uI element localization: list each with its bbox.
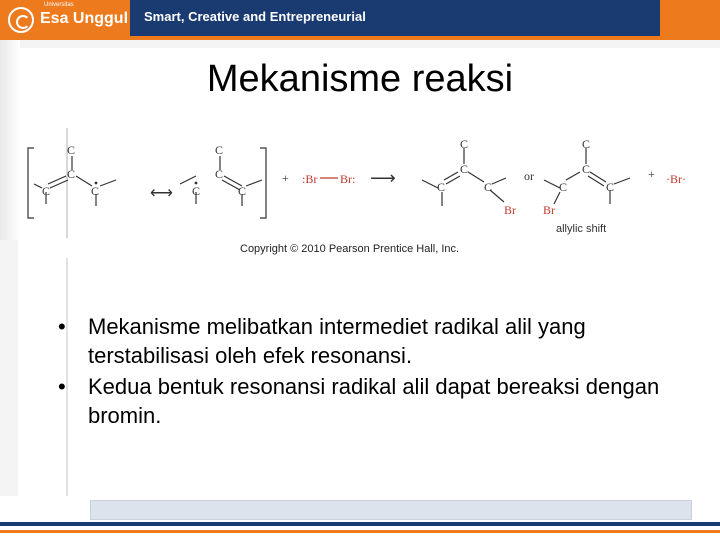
atom-label: C [215,143,224,157]
logo-text: Esa Unggul [40,10,129,27]
footer-band [90,500,692,520]
list-item [58,372,698,430]
header-tagline: Smart, Creative and Entrepreneurial [144,9,366,24]
atom-label: C [91,184,100,198]
allylic-shift-label: allylic shift [556,223,607,235]
bracket-left [28,148,34,218]
resonance-structure-2 [180,156,262,206]
atom-label: C [559,180,568,194]
atom-label: C [484,180,493,194]
resonance-arrow: ⟷ [150,185,173,202]
product-structure-1 [422,148,506,206]
bracket-right [260,148,266,218]
logo-small-text: Universitas [44,2,74,8]
radical-dot [195,182,198,185]
bromine-radical: ·Br· [666,172,686,186]
bromine-atom: Br [504,203,516,217]
footer-orange-stripe [0,530,720,533]
bullet-list [58,312,698,432]
atom-label: C [215,167,224,181]
atom-label: C [582,140,591,151]
logo-emblem-icon [8,7,34,33]
bromine-atom: :Br [302,172,318,186]
slide-body [18,48,720,540]
atom-label: C [238,184,247,198]
slide-title: Mekanisme reaksi [206,58,514,100]
atom-label: C [67,143,76,157]
atom-label: C [460,162,469,176]
atom-label: C [460,140,469,151]
reaction-scheme-diagram [20,140,700,240]
plus-sign: + [648,167,655,181]
atom-label: C [67,167,76,181]
resonance-structure-1 [34,156,116,206]
copyright-notice: Copyright © 2010 Pearson Prentice Hall, Inc. [240,243,460,255]
footer-navy-stripe [0,522,720,526]
list-item [58,312,698,370]
bullet-marker: • [58,374,66,399]
atom-label: C [437,180,446,194]
atom-label: C [582,162,591,176]
reaction-arrow: ⟶ [370,168,396,188]
atom-label: C [606,180,615,194]
radical-dot [95,182,98,185]
bromine-atom: Br [543,203,555,217]
atom-label: C [192,184,201,198]
bromine-atom: Br: [340,172,356,186]
bullet-text: Mekanisme melibatkan intermediet radikal alil yang terstabilisasi oleh efek resonansi. [88,314,586,368]
bullet-text: Kedua bentuk resonansi radikal alil dapat bereaksi dengan bromin. [88,374,660,428]
atom-label: C [42,184,51,198]
bullet-marker: • [58,314,66,339]
product-structure-2 [544,148,630,204]
or-label: or [524,169,534,183]
university-logo [0,0,130,40]
plus-sign: + [282,171,289,185]
